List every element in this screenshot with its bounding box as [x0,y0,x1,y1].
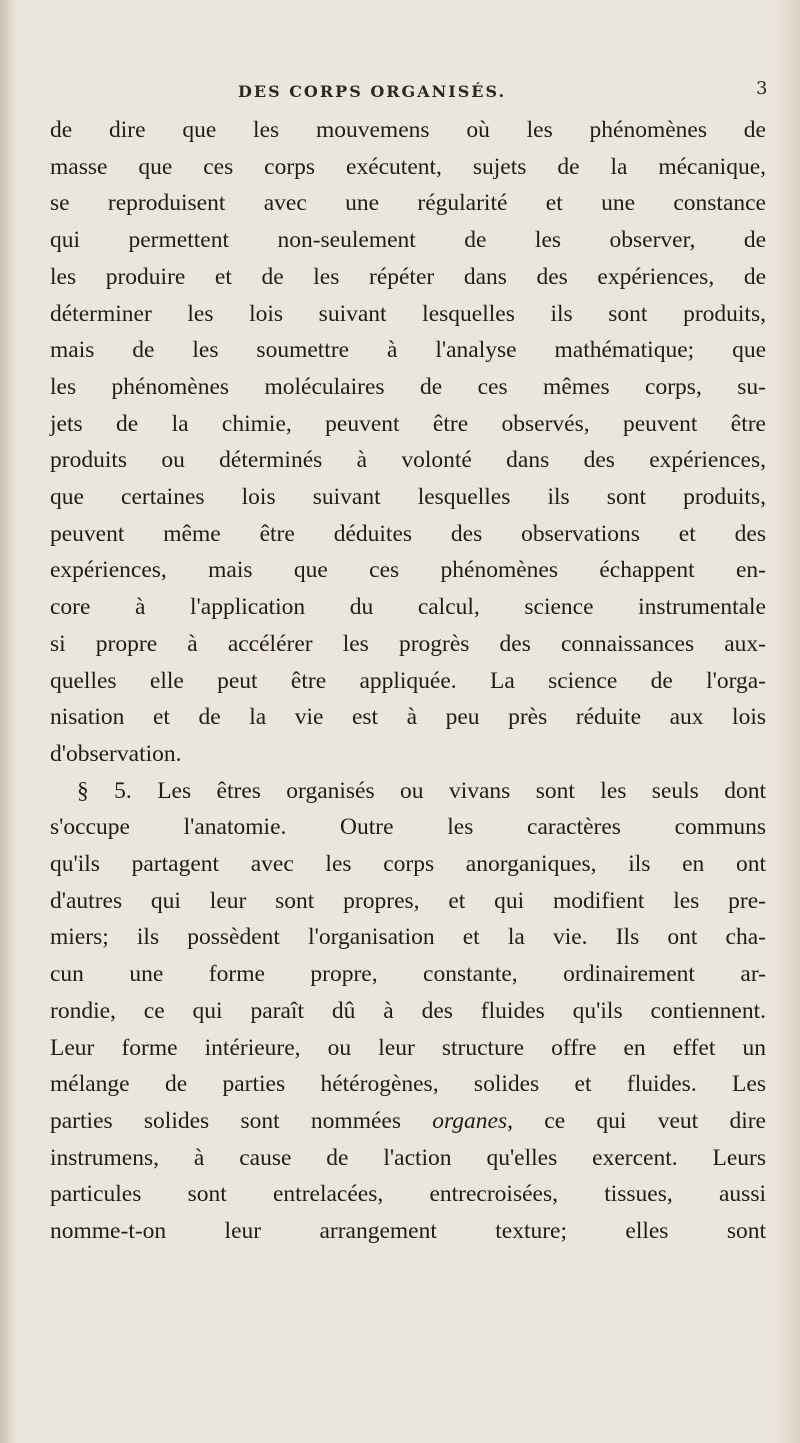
text-line: qui permettent non-seulement de les observer, de [50,227,766,254]
text-line: core à l'application du calcul, science instrumentale [50,594,766,621]
text-line: se reproduisent avec une régularité et une constance [50,190,766,217]
text-line: particules sont entrelacées, entrecroisées, tissues, aussi [50,1181,766,1208]
body-text [50,112,766,1250]
text-line: qu'ils partagent avec les corps anorganiques, ils en ont [50,851,766,878]
paragraph-2 [50,773,766,1250]
text-line: quelles elle peut être appliquée. La science de l'orga- [50,667,766,694]
text-line: cun une forme propre, constante, ordinairement ar- [50,961,766,988]
text-line: instrumens, à cause de l'action qu'elles exercent. Leurs [50,1144,766,1171]
paragraph-1 [50,112,766,773]
text-line: expériences, mais que ces phénomènes échappent en- [50,557,766,584]
page-left-edge-shadow [0,0,20,1443]
text-line: rondie, ce qui paraît dû à des fluides qu'ils contiennent. [50,997,766,1024]
text-line-with-italic [50,1103,766,1140]
text-line: les produire et de les répéter dans des expériences, de [50,263,766,290]
text-line: Leur forme intérieure, ou leur structure offre en effet un [50,1034,766,1061]
text-line: les phénomènes moléculaires de ces mêmes corps, su- [50,373,766,400]
text-line: jets de la chimie, peuvent être observés, peuvent être [50,410,766,437]
page-header [0,78,800,108]
text-line: d'observation. [50,740,182,767]
running-head: DES CORPS ORGANISÉS. [238,82,507,101]
text-line: nomme-t-on leur arrangement texture; elles sont [50,1218,766,1245]
text-line: mélange de parties hétérogènes, solides et fluides. Les [50,1071,766,1098]
page-right-edge-shadow [774,0,800,1443]
text-line: masse que ces corps exécutent, sujets de la mécanique, [50,153,766,180]
section-heading-line: § 5. Les êtres organisés ou vivans sont les seuls dont [77,777,766,804]
page-number: 3 [756,78,768,99]
text-line: s'occupe l'anatomie. Outre les caractères communs [50,814,766,841]
text-line: peuvent même être déduites des observations et des [50,520,766,547]
italic-term: organes [432,1107,508,1134]
text-line: produits ou déterminés à volonté dans des expériences, [50,447,766,474]
text-line: déterminer les lois suivant lesquelles ils sont produits, [50,300,766,327]
text-line: d'autres qui leur sont propres, et qui modifient les pre- [50,887,766,914]
text-line: de dire que les mouvemens où les phénomènes de [50,117,766,143]
text-line: nisation et de la vie est à peu près réduite aux lois [50,704,766,731]
text-line: mais de les soumettre à l'analyse mathématique; que [50,337,766,364]
text-line: si propre à accélérer les progrès des connaissances aux- [50,630,766,657]
text-line: miers; ils possèdent l'organisation et la vie. Ils ont cha- [50,924,766,951]
text-fragment: , ce qui veut dire [507,1107,766,1134]
text-fragment: parties solides sont nommées [50,1107,433,1134]
text-line: que certaines lois suivant lesquelles ils sont produits, [50,484,766,511]
